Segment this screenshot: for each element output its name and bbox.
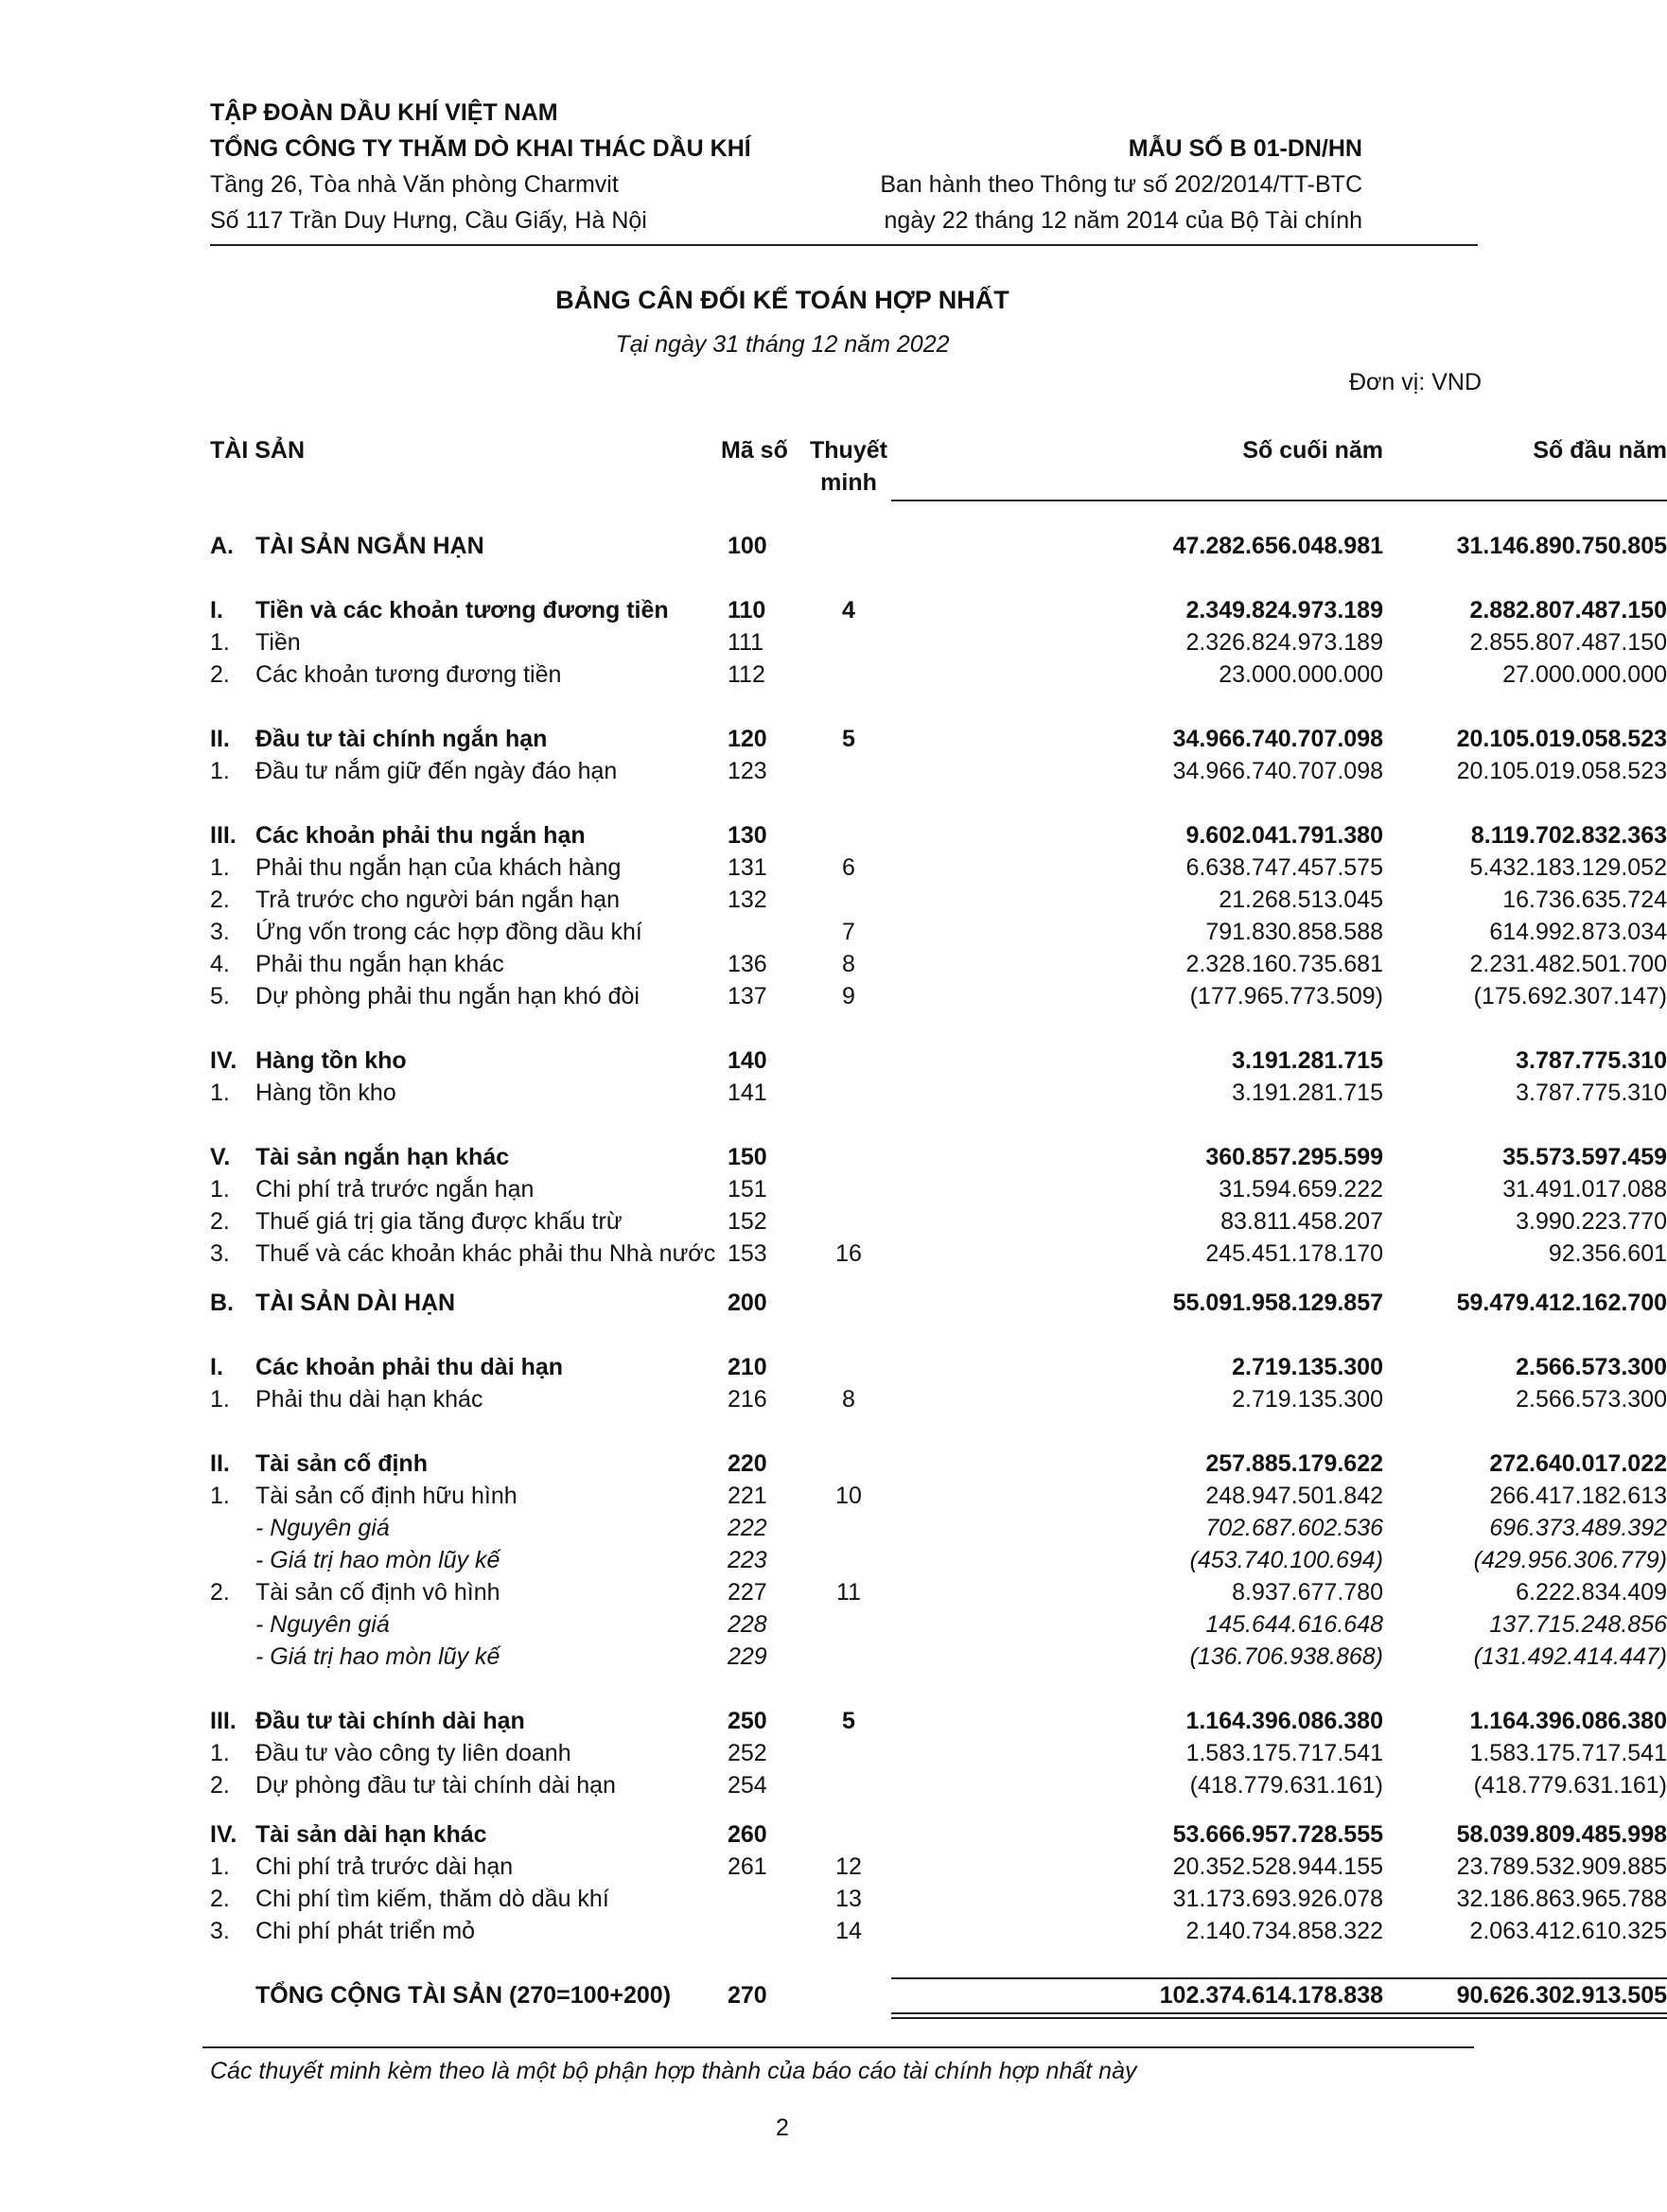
col-assets-header: TÀI SẢN [210, 437, 305, 464]
row-code: 112 [728, 661, 765, 688]
row-code: 260 [728, 1821, 767, 1848]
row-label: Hàng tồn kho [255, 1080, 396, 1106]
footer-divider [202, 2046, 1474, 2048]
section-row [210, 530, 1667, 562]
row-code: 136 [728, 951, 767, 977]
table-row [210, 1383, 1667, 1415]
row-note: 8 [842, 1386, 855, 1413]
row-label: Đầu tư vào công ty liên doanh [255, 1740, 571, 1766]
row-number: 3. [210, 1240, 230, 1267]
row-note: 13 [835, 1886, 862, 1912]
row-number: 2. [210, 661, 230, 688]
row-label: Trả trước cho người bán ngắn hạn [255, 887, 620, 913]
row-current-value: 3.191.281.715 [1232, 1080, 1383, 1106]
table-row [210, 884, 1667, 916]
row-number: 1. [210, 1853, 230, 1880]
table-row [210, 1641, 1667, 1673]
row-current-value: 3.191.281.715 [1232, 1047, 1383, 1074]
row-code: 152 [728, 1208, 767, 1235]
row-previous-value: 92.356.601 [1548, 1240, 1667, 1267]
row-label: Chi phí phát triển mỏ [255, 1918, 476, 1944]
row-previous-value: 31.491.017.088 [1502, 1176, 1667, 1203]
row-previous-value: 23.789.532.909.885 [1456, 1853, 1667, 1880]
row-note: 5 [842, 726, 855, 752]
table-row [210, 1769, 1667, 1801]
row-previous-value: 20.105.019.058.523 [1456, 726, 1667, 752]
row-code: 111 [728, 629, 764, 656]
row-previous-value: 266.417.182.613 [1489, 1483, 1667, 1509]
section-row [210, 1287, 1667, 1319]
row-number: 1. [210, 758, 230, 784]
row-previous-value: 2.882.807.487.150 [1469, 597, 1667, 623]
row-code: 223 [728, 1547, 767, 1573]
row-number: 5. [210, 983, 230, 1009]
table-row [210, 1480, 1667, 1512]
total-top-rule [1194, 1977, 1667, 1979]
row-current-value: 55.091.958.129.857 [1172, 1290, 1383, 1316]
col-note-header-line2: minh [820, 469, 877, 496]
row-current-value: 21.268.513.045 [1219, 887, 1383, 913]
col-note-header-line1: Thuyết [810, 437, 887, 464]
row-label: Ứng vốn trong các hợp đồng dầu khí [255, 919, 642, 945]
row-current-value: 20.352.528.944.155 [1172, 1853, 1383, 1880]
row-number: 1. [210, 1483, 230, 1509]
total-double-rule [1194, 2017, 1667, 2019]
row-number: III. [210, 822, 237, 849]
row-current-value: 1.583.175.717.541 [1185, 1740, 1383, 1766]
row-code: 130 [728, 822, 767, 849]
row-previous-value: 5.432.183.129.052 [1469, 854, 1667, 881]
row-previous-value: (175.692.307.147) [1473, 983, 1667, 1009]
row-number: IV. [210, 1047, 237, 1074]
row-code: 228 [728, 1611, 767, 1638]
row-previous-value: 2.855.807.487.150 [1469, 629, 1667, 656]
row-label: TỔNG CỘNG TÀI SẢN (270=100+200) [255, 1982, 672, 2009]
row-previous-value: 35.573.597.459 [1502, 1144, 1667, 1170]
table-row [210, 1238, 1667, 1270]
row-label: - Giá trị hao mòn lũy kế [255, 1643, 500, 1670]
section-row [210, 1351, 1667, 1383]
row-current-value: 360.857.295.599 [1205, 1144, 1383, 1170]
table-row [210, 916, 1667, 948]
row-code: 222 [728, 1515, 767, 1541]
total-row [210, 1979, 1667, 2011]
row-number: 2. [210, 1579, 230, 1606]
row-current-value: (177.965.773.509) [1189, 983, 1383, 1009]
row-current-value: 257.885.179.622 [1205, 1450, 1383, 1477]
table-row [210, 1851, 1667, 1883]
row-previous-value: (429.956.306.779) [1473, 1547, 1667, 1573]
row-label: Hàng tồn kho [255, 1047, 407, 1074]
row-number: 1. [210, 1740, 230, 1766]
table-row [210, 755, 1667, 787]
row-label: Chi phí trả trước dài hạn [255, 1853, 514, 1880]
row-previous-value: 1.583.175.717.541 [1469, 1740, 1667, 1766]
row-spacer [210, 1947, 1478, 1979]
row-label: Chi phí tìm kiếm, thăm dò dầu khí [255, 1886, 609, 1912]
balance-sheet-table [210, 530, 1667, 2011]
row-code: 210 [728, 1354, 767, 1380]
row-spacer [210, 1109, 1478, 1141]
row-number: II. [210, 726, 230, 752]
section-row [210, 1818, 1667, 1851]
row-previous-value: 2.566.573.300 [1516, 1386, 1667, 1413]
row-code: 123 [728, 758, 767, 784]
section-row [210, 723, 1667, 755]
row-note: 8 [842, 951, 855, 977]
row-label: Các khoản phải thu ngắn hạn [255, 822, 586, 849]
row-number: 2. [210, 1208, 230, 1235]
row-current-value: 791.830.858.588 [1205, 919, 1383, 945]
regulation-line-2: ngày 22 tháng 12 năm 2014 của Bộ Tài chính [884, 207, 1362, 234]
row-number: 2. [210, 1772, 230, 1799]
col-code-header: Mã số [721, 437, 788, 464]
row-current-value: 2.326.824.973.189 [1185, 629, 1383, 656]
row-spacer [210, 562, 1478, 594]
row-current-value: 83.811.458.207 [1220, 1208, 1383, 1235]
row-code: 227 [728, 1579, 767, 1606]
row-previous-value: 2.231.482.501.700 [1469, 951, 1667, 977]
row-code: 252 [728, 1740, 767, 1766]
row-number: A. [210, 533, 234, 559]
row-previous-value: 59.479.412.162.700 [1456, 1290, 1667, 1316]
row-current-value: 702.687.602.536 [1205, 1515, 1383, 1541]
table-row [210, 1608, 1667, 1641]
row-spacer [210, 787, 1478, 819]
row-current-value: 248.947.501.842 [1205, 1483, 1383, 1509]
footnote: Các thuyết minh kèm theo là một bộ phận hợp thành của báo cáo tài chính hợp nhất này [210, 2058, 1137, 2084]
row-note: 16 [835, 1240, 862, 1267]
row-number: 3. [210, 1918, 230, 1944]
row-number: B. [210, 1290, 234, 1316]
row-previous-value: 696.373.489.392 [1489, 1515, 1667, 1541]
row-code: 150 [728, 1144, 767, 1170]
group-name: TẬP ĐOÀN DẦU KHÍ VIỆT NAM [210, 99, 558, 126]
row-spacer [210, 1012, 1478, 1045]
row-current-value: 2.719.135.300 [1232, 1386, 1383, 1413]
table-row [210, 626, 1667, 658]
row-previous-value: 6.222.834.409 [1516, 1579, 1667, 1606]
row-number: V. [210, 1144, 231, 1170]
row-spacer [210, 1270, 1478, 1287]
row-number: 4. [210, 951, 230, 977]
row-code: 216 [728, 1386, 767, 1413]
row-previous-value: 2.063.412.610.325 [1469, 1918, 1667, 1944]
header-divider [210, 244, 1478, 246]
row-note: 6 [842, 854, 855, 881]
row-number: 2. [210, 887, 230, 913]
row-current-value: 245.451.178.170 [1205, 1240, 1383, 1267]
row-label: Phải thu dài hạn khác [255, 1386, 483, 1413]
row-label: Các khoản tương đương tiền [255, 661, 562, 688]
row-current-value: (418.779.631.161) [1189, 1772, 1383, 1799]
company-name: TỔNG CÔNG TY THĂM DÒ KHAI THÁC DẦU KHÍ [210, 135, 751, 162]
row-code: 140 [728, 1047, 767, 1074]
row-label: Đầu tư tài chính ngắn hạn [255, 726, 548, 752]
row-previous-value: 90.626.302.913.505 [1456, 1982, 1667, 2009]
row-code: 250 [728, 1708, 767, 1734]
row-code: 151 [728, 1176, 767, 1203]
row-current-value: 1.164.396.086.380 [1185, 1708, 1383, 1734]
row-label: Tài sản cố định vô hình [255, 1579, 500, 1606]
row-label: Đầu tư tài chính dài hạn [255, 1708, 525, 1734]
table-row [210, 1883, 1667, 1915]
row-number: III. [210, 1708, 237, 1734]
table-row [210, 658, 1667, 691]
row-code: 120 [728, 726, 767, 752]
row-label: - Giá trị hao mòn lũy kế [255, 1547, 500, 1573]
table-row [210, 1205, 1667, 1238]
row-current-value: (453.740.100.694) [1189, 1547, 1383, 1573]
row-current-value: 145.644.616.648 [1205, 1611, 1383, 1638]
row-note: 11 [836, 1579, 861, 1606]
table-row [210, 1737, 1667, 1769]
row-label: Tài sản cố định [255, 1450, 428, 1477]
row-code: 141 [728, 1080, 767, 1106]
row-previous-value: 20.105.019.058.523 [1456, 758, 1667, 784]
row-current-value: 8.937.677.780 [1232, 1579, 1383, 1606]
row-label: Tài sản cố định hữu hình [255, 1483, 518, 1509]
row-number: 1. [210, 1386, 230, 1413]
section-row [210, 1705, 1667, 1737]
row-code: 229 [728, 1643, 767, 1670]
row-note: 4 [842, 597, 855, 623]
row-code: 132 [728, 887, 767, 913]
row-current-value: 47.282.656.048.981 [1172, 533, 1383, 559]
row-label: Phải thu ngắn hạn của khách hàng [255, 854, 622, 881]
col-previous-header: Số đầu năm [1533, 437, 1667, 464]
table-row [210, 1077, 1667, 1109]
row-code: 270 [728, 1982, 767, 2009]
section-row [210, 1045, 1667, 1077]
row-previous-value: 614.992.873.034 [1489, 919, 1667, 945]
row-code: 110 [728, 597, 766, 623]
regulation-line-1: Ban hành theo Thông tư số 202/2014/TT-BTC [880, 171, 1362, 198]
row-current-value: 53.666.957.728.555 [1172, 1821, 1383, 1848]
row-label: - Nguyên giá [255, 1611, 390, 1638]
row-number: II. [210, 1450, 230, 1477]
row-number: 1. [210, 1080, 230, 1106]
row-number: 1. [210, 1176, 230, 1203]
row-label: - Nguyên giá [255, 1515, 390, 1541]
row-spacer [210, 1673, 1478, 1705]
address-line-2: Số 117 Trần Duy Hưng, Cầu Giấy, Hà Nội [210, 207, 647, 234]
table-row [210, 1173, 1667, 1205]
table-row [210, 851, 1667, 884]
row-label: Tài sản ngắn hạn khác [255, 1144, 510, 1170]
table-row [210, 1512, 1667, 1544]
row-current-value: 23.000.000.000 [1219, 661, 1383, 688]
table-row [210, 1544, 1667, 1576]
row-code: 221 [728, 1483, 767, 1509]
row-number: I. [210, 597, 223, 623]
row-current-value: 2.349.824.973.189 [1185, 597, 1383, 623]
row-note: 10 [835, 1483, 862, 1509]
section-row [210, 594, 1667, 626]
document-header [210, 95, 1362, 238]
row-code: 153 [728, 1240, 767, 1267]
row-previous-value: (131.492.414.447) [1473, 1643, 1667, 1670]
row-label: TÀI SẢN DÀI HẠN [255, 1290, 456, 1316]
currency-unit: Đơn vị: VND [1348, 369, 1482, 395]
previous-header-underline [1194, 500, 1667, 501]
row-current-value: (136.706.938.868) [1189, 1643, 1383, 1670]
row-label: Tiền [255, 629, 301, 656]
col-current-header: Số cuối năm [1242, 437, 1383, 464]
row-current-value: 2.328.160.735.681 [1185, 951, 1383, 977]
row-previous-value: 32.186.863.965.788 [1456, 1886, 1667, 1912]
row-previous-value: 2.566.573.300 [1516, 1354, 1667, 1380]
row-previous-value: 1.164.396.086.380 [1469, 1708, 1667, 1734]
table-row [210, 1915, 1667, 1947]
row-note: 5 [842, 1708, 855, 1734]
row-note: 9 [842, 983, 855, 1009]
report-date: Tại ngày 31 tháng 12 năm 2022 [615, 331, 950, 358]
row-label: Thuế giá trị gia tăng được khấu trừ [255, 1208, 623, 1235]
row-previous-value: 3.990.223.770 [1516, 1208, 1667, 1235]
row-current-value: 34.966.740.707.098 [1172, 726, 1383, 752]
row-previous-value: 8.119.702.832.363 [1470, 822, 1667, 849]
row-number: 1. [210, 629, 230, 656]
row-previous-value: 31.146.890.750.805 [1456, 533, 1667, 559]
total-double-rule [1194, 2012, 1667, 2014]
row-label: TÀI SẢN NGẮN HẠN [255, 533, 484, 559]
row-label: Tài sản dài hạn khác [255, 1821, 487, 1848]
row-previous-value: 3.787.775.310 [1516, 1080, 1667, 1106]
page-number: 2 [776, 2115, 789, 2141]
row-number: I. [210, 1354, 223, 1380]
row-code: 261 [728, 1853, 767, 1880]
row-previous-value: 3.787.775.310 [1516, 1047, 1667, 1074]
row-label: Chi phí trả trước ngắn hạn [255, 1176, 535, 1203]
row-code: 131 [728, 854, 767, 881]
row-note: 12 [835, 1853, 862, 1880]
row-current-value: 31.173.693.926.078 [1172, 1886, 1383, 1912]
row-previous-value: 272.640.017.022 [1489, 1450, 1667, 1477]
row-spacer [210, 1319, 1478, 1351]
row-label: Phải thu ngắn hạn khác [255, 951, 504, 977]
table-row [210, 1576, 1667, 1608]
row-spacer [210, 691, 1478, 723]
table-row [210, 980, 1667, 1012]
row-current-value: 2.140.734.858.322 [1185, 1918, 1383, 1944]
form-number: MẪU SỐ B 01-DN/HN [1128, 135, 1362, 162]
row-previous-value: 27.000.000.000 [1502, 661, 1667, 688]
row-number: 3. [210, 919, 230, 945]
row-code: 200 [728, 1290, 767, 1316]
row-label: Thuế và các khoản khác phải thu Nhà nước [255, 1240, 716, 1267]
row-current-value: 9.602.041.791.380 [1185, 822, 1383, 849]
table-row [210, 948, 1667, 980]
row-note: 14 [835, 1918, 862, 1944]
row-current-value: 102.374.614.178.838 [1159, 1982, 1383, 2009]
row-label: Dự phòng phải thu ngắn hạn khó đòi [255, 983, 640, 1009]
row-previous-value: 137.715.248.856 [1489, 1611, 1667, 1638]
row-label: Tiền và các khoản tương đương tiền [255, 597, 669, 623]
row-current-value: 6.638.747.457.575 [1185, 854, 1383, 881]
row-note: 7 [842, 919, 855, 945]
row-code: 137 [728, 983, 767, 1009]
row-spacer [210, 1801, 1478, 1818]
row-previous-value: 16.736.635.724 [1502, 887, 1667, 913]
row-label: Dự phòng đầu tư tài chính dài hạn [255, 1772, 616, 1799]
row-number: IV. [210, 1821, 237, 1848]
row-current-value: 31.594.659.222 [1219, 1176, 1383, 1203]
row-current-value: 34.966.740.707.098 [1172, 758, 1383, 784]
row-code: 220 [728, 1450, 767, 1477]
section-row [210, 1448, 1667, 1480]
row-code: 254 [728, 1772, 767, 1799]
section-row [210, 1141, 1667, 1173]
row-number: 1. [210, 854, 230, 881]
address-line-1: Tầng 26, Tòa nhà Văn phòng Charmvit [210, 171, 619, 198]
row-label: Đầu tư nắm giữ đến ngày đáo hạn [255, 758, 618, 784]
row-label: Các khoản phải thu dài hạn [255, 1354, 564, 1380]
row-previous-value: (418.779.631.161) [1473, 1772, 1667, 1799]
row-current-value: 2.719.135.300 [1232, 1354, 1383, 1380]
report-title: BẢNG CÂN ĐỐI KẾ TOÁN HỢP NHẤT [555, 286, 1009, 314]
row-number: 2. [210, 1886, 230, 1912]
row-previous-value: 58.039.809.485.998 [1456, 1821, 1667, 1848]
row-spacer [210, 1415, 1478, 1448]
row-code: 100 [728, 533, 767, 559]
section-row [210, 819, 1667, 851]
column-headers [210, 437, 1667, 503]
